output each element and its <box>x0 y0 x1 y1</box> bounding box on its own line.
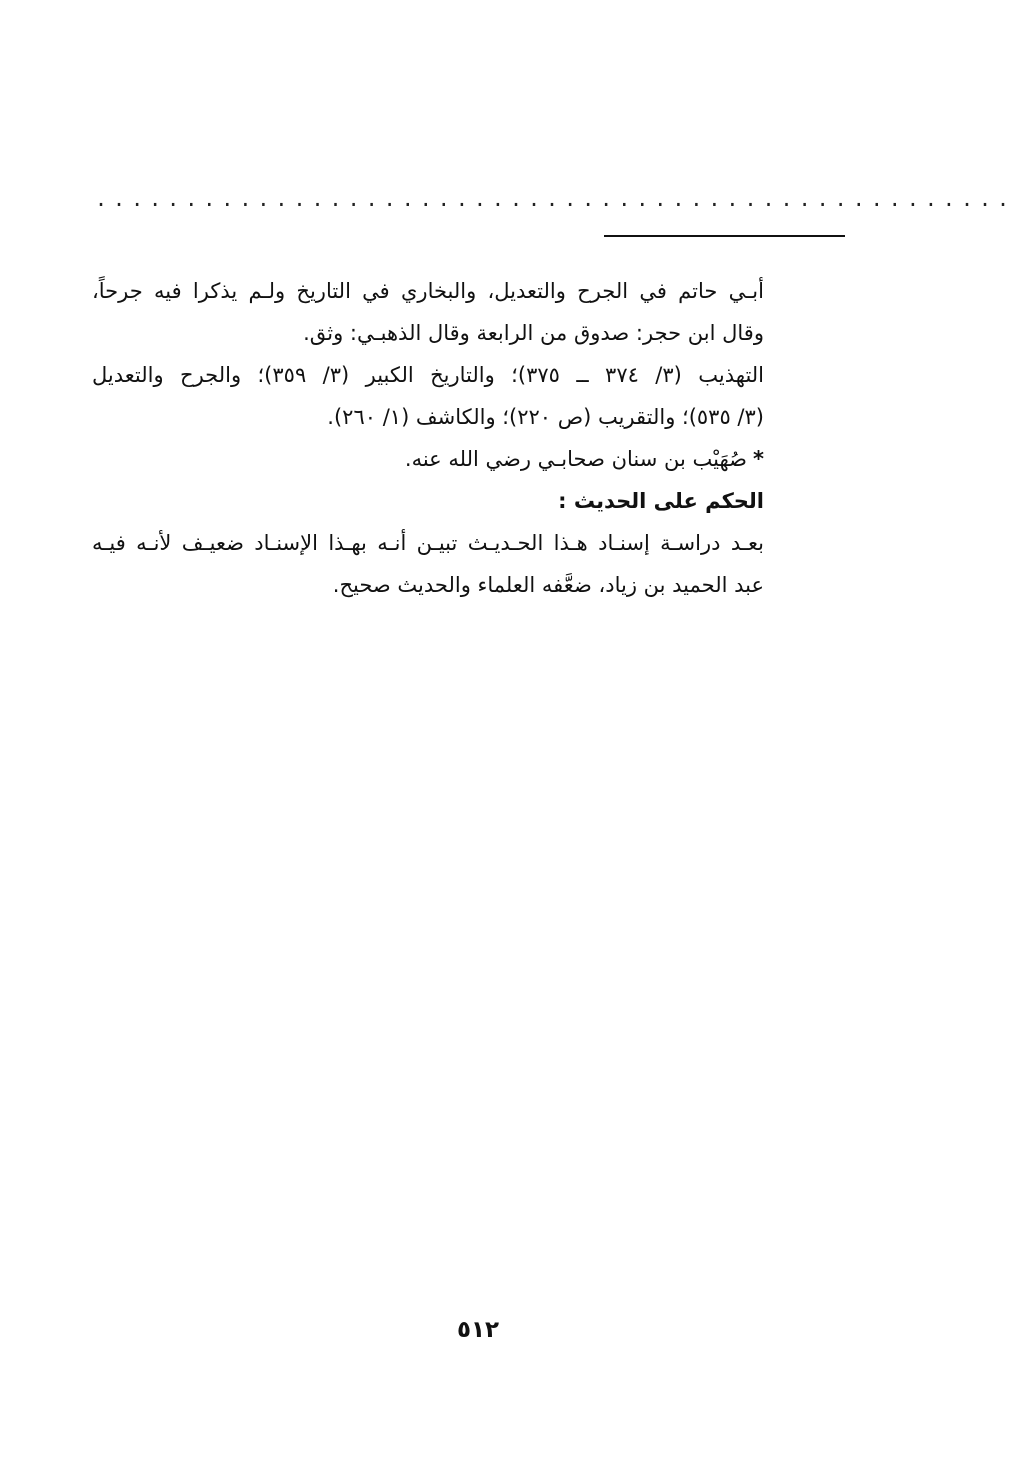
page-number: ٥١٢ <box>456 1317 500 1343</box>
text-line: وقال ابن حجر: صدوق من الرابعة وقال الذهبـي: وثق. <box>303 321 764 345</box>
ruling-heading: الحكم على الحديث : <box>558 489 764 513</box>
star-marker: * <box>753 447 764 471</box>
text-line: (٣/ ٥٣٥)؛ والتقريب (ص ٢٢٠)؛ والكاشف (١/ ٢٦٠). <box>327 405 764 429</box>
dotted-separator: ................................................... <box>95 187 1015 211</box>
narrator-text: صُهَيْب بن سنان صحابـي رضي الله عنه. <box>404 447 748 471</box>
footnote-rule <box>604 235 845 237</box>
narrator-entry <box>92 438 764 480</box>
text-line: بعـد دراسـة إسنـاد هـذا الحـديـث تبيـن أنـه بهـذا الإسنـاد ضعيـف لأنـه فيـه <box>92 531 764 555</box>
text-line: عبد الحميد بن زياد، ضعَّفه العلماء والحديث صحيح. <box>332 573 764 597</box>
page-body <box>92 270 764 606</box>
text-line: التهذيب (٣/ ٣٧٤ ــ ٣٧٥)؛ والتاريخ الكبير (٣/ ٣٥٩)؛ والجرح والتعديل <box>92 363 765 387</box>
text-line: أبـي حاتم في الجرح والتعديل، والبخاري في التاريخ ولـم يذكرا فيه جرحاً، <box>92 279 764 303</box>
